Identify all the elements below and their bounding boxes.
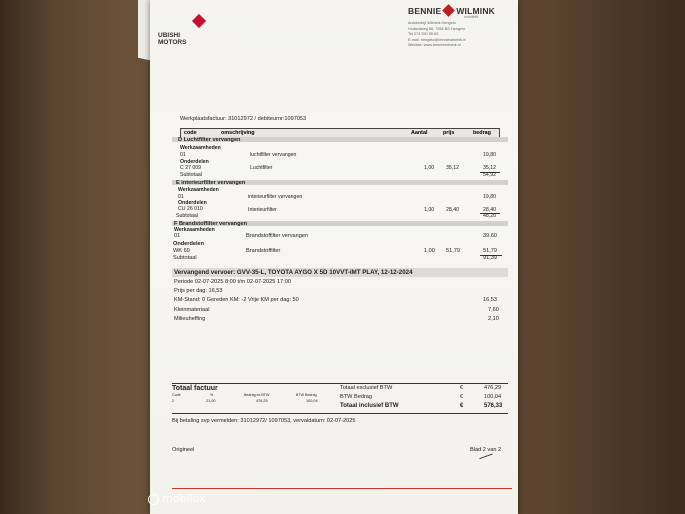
dealer-address-line: E-mail: hengelo@benniewilmink.nl [408,37,467,42]
cube-logo-icon [442,4,455,17]
totals-bottom-divider [172,413,508,414]
part-price: 28,40 [446,207,459,213]
original-label: Origineel [172,447,195,453]
part-description: Luchtfilter [250,165,273,171]
col-price: prijs [443,129,455,136]
replacement-amount: 16,53 [483,297,497,303]
mobilox-watermark [148,492,205,505]
total-incl-label: Totaal inclusief BTW [340,403,399,409]
total-vat-label: BTW Bedrag [340,394,373,400]
total-incl-currency: € [460,403,464,409]
environment-fee-amount: 2,10 [488,316,499,322]
work-description: Brandstoffilter vervangen [246,233,309,239]
work-description: luchtfilter vervangen [250,152,297,158]
part-code: WK 69 [173,248,190,254]
part-quantity: 1,00 [424,207,435,213]
section-title: F Brandstoffilter vervangen [174,221,248,227]
subtotal-label: Subtotaal [176,213,198,219]
vat-header-amount: BTW Bedrag [296,393,317,397]
vat-row-code: 2 [172,399,175,403]
part-quantity: 1,00 [424,248,435,254]
parts-label: Onderdelen [178,200,207,206]
part-price: 35,12 [446,165,459,171]
subtotal-amount: 48,20 [483,213,496,219]
total-excl-amount: 476,29 [484,385,502,391]
replacement-price-per-day: Prijs per dag: 16,53 [174,288,223,294]
vat-row-excl: 476,29 [256,399,268,403]
totals-title: Totaal factuur [172,385,218,392]
col-amount: bedrag [473,129,491,136]
work-code: 01 [174,233,181,239]
invoice-page [150,0,518,514]
subtotal-label: Subtotaal [173,255,197,261]
replacement-title: Vervangend vervoer: GVV-35-L, TOYOTA AYGO X 5D 10VVT-iMT PLAY, 12-12-2024 [174,269,413,276]
part-amount: 51,79 [483,248,497,254]
col-quantity: Aantal [411,129,428,136]
vat-row-amount: 100,04 [306,399,318,403]
col-description: omschrijving [221,129,255,136]
col-code: code [184,129,197,136]
work-code: 01 [178,194,184,200]
mitsubishi-diamond-icon [192,14,206,28]
dealer-tagline: mobiliteit [464,15,479,19]
page-number: Blad 2 van 2 [470,447,502,453]
vat-row-percent: 21,00 [206,399,216,403]
mobilox-logo-icon [148,494,159,505]
part-amount: 35,12 [483,165,496,171]
total-excl-label: Totaal exclusief BTW [340,385,393,391]
vat-header-percent: % [210,393,214,397]
parts-label: Onderdelen [173,241,205,247]
parts-label: Onderdelen [180,159,209,165]
work-amount: 39,60 [483,233,497,239]
dealer-address-line: Autobedrijf Wilmink Hengelo [408,21,456,25]
part-code: CU 26 010 [178,206,203,212]
total-incl-amount: 576,33 [484,403,503,409]
section-title: E interieurfilter vervangen [176,180,246,186]
totals-divider [172,383,508,384]
work-label: Werkzaamheden [178,187,219,193]
mitsubishi-logo-text: UBISHI MOTORS [158,32,187,46]
work-description: interieurfilter vervangen [248,194,303,200]
work-amount: 19,80 [483,152,496,158]
total-vat-currency: € [460,394,464,400]
total-vat-amount: 100,04 [484,394,502,400]
small-material-amount: 7,60 [488,307,499,313]
work-code: 01 [180,152,186,158]
part-code: C 27 009 [180,165,202,171]
mobilox-text: mobilox [162,492,206,505]
section-title: D Luchtfilter vervangen [178,137,241,143]
part-price: 51,79 [446,248,460,254]
dealer-block [408,6,518,49]
small-material-label: Kleinmateriaal [174,307,210,313]
dealer-address-line: Tel 074 250 55 63 [408,32,439,37]
vat-header-excl: Bedrag ex BTW [244,393,270,397]
subtotal-label: Subtotaal [180,172,202,178]
environment-fee-label: Milieuheffing [174,316,206,322]
dealer-address-line: Hollandweg 66, 7556 BS Hengelo [408,26,465,31]
mitsubishi-logo [150,14,212,54]
total-excl-currency: € [460,385,464,391]
part-amount: 28,40 [483,207,496,213]
vat-header-code: Code [172,393,181,397]
work-label: Werkzaamheden [174,227,215,233]
footer-line [172,488,512,489]
invoice-reference: Werkplaatsfactuur: 31012972 / debiteurnr:1097053 [180,116,307,122]
work-label: Werkzaamheden [180,145,221,151]
part-description: Brandstoffilter [246,248,281,254]
subtotal-amount: 91,39 [483,255,497,261]
part-quantity: 1,00 [424,165,435,171]
dealer-brand-left: BENNIE [408,6,442,16]
payment-note: Bij betaling svp vermelden: 31012972/ 1097053, vervaldatum: 02-07-2025 [172,418,356,424]
part-description: Interieurfilter [248,207,277,213]
dealer-brand-right: WILMINK [456,6,496,16]
work-amount: 19,80 [483,194,496,200]
dealer-address [408,21,518,49]
replacement-period: Periode 02-07-2025 8:00 t/m 02-07-2025 17:00 [174,279,291,285]
subtotal-amount: 54,92 [483,172,496,178]
replacement-km: KM-Stand: 0 Gereden KM: -2 Vrije KM per dag: 50 [174,297,299,303]
dealer-address-line: Website: www.benniewilmink.nl [408,43,461,48]
